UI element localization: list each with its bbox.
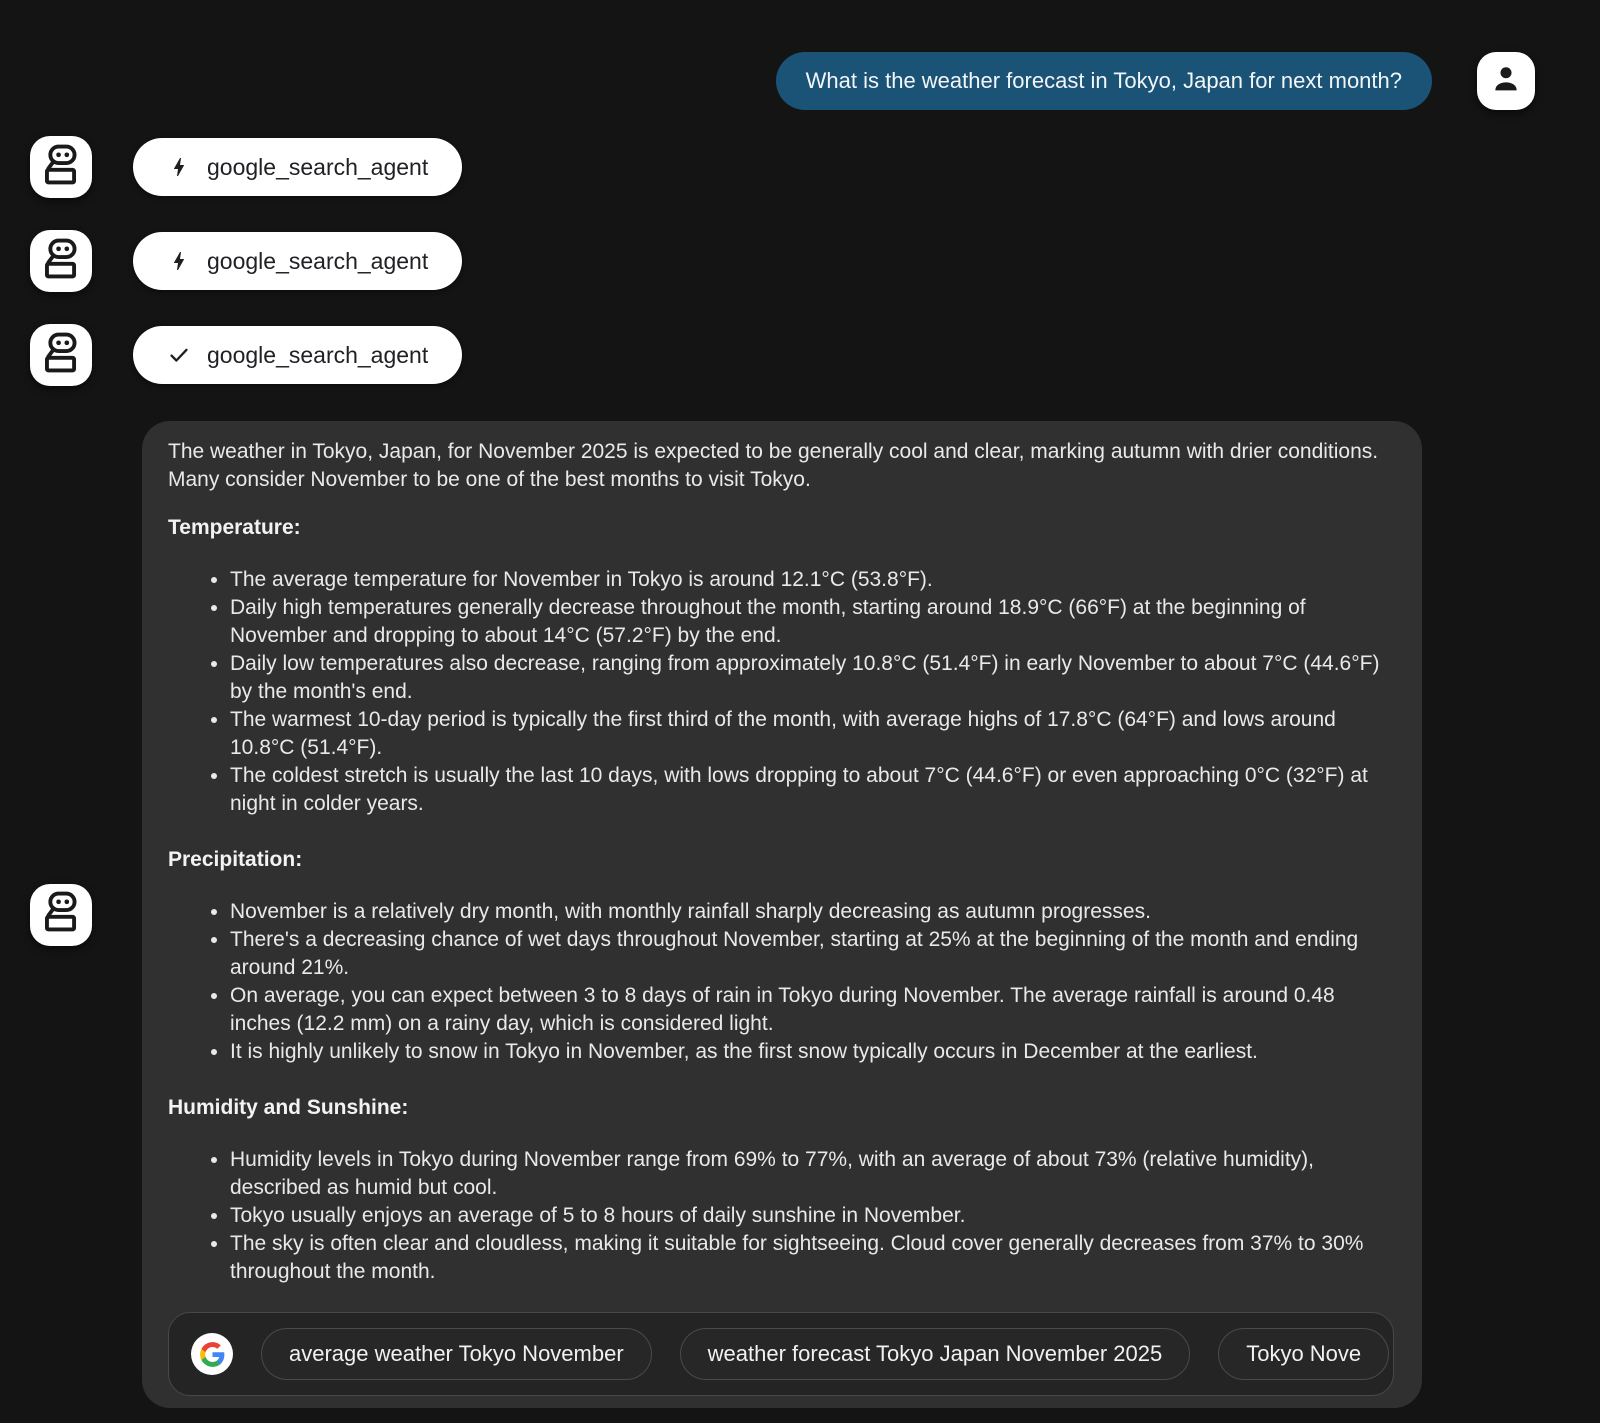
- list-item: • The sky is often clear and cloudless, making it suitable for sightseeing. Cloud cover generally decreases from 37% to 30% throughout the month.: [230, 1230, 1394, 1286]
- search-suggestion-chip[interactable]: Tokyo Nove: [1218, 1328, 1389, 1380]
- search-suggestions-bar: [168, 1312, 1394, 1396]
- section-heading-humidity-sunshine: Humidity and Sunshine:: [168, 1096, 409, 1119]
- search-suggestion-chip[interactable]: average weather Tokyo November: [261, 1328, 652, 1380]
- robot-icon: [30, 322, 92, 389]
- list-item: • The average temperature for November in Tokyo is around 12.1°C (53.8°F).: [230, 566, 1394, 594]
- user-avatar: [1477, 52, 1535, 110]
- agent-avatar: [30, 324, 92, 386]
- section-heading-temperature: Temperature:: [168, 516, 301, 539]
- response-intro: The weather in Tokyo, Japan, for November 2025 is expected to be generally cool and clear, marking autumn with drier conditions. Many consider November to be one of the best months to visit Tokyo.: [168, 440, 1379, 491]
- search-suggestion-chip[interactable]: weather forecast Tokyo Japan November 2025: [680, 1328, 1191, 1380]
- list-item: • There's a decreasing chance of wet days throughout November, starting at 25% at the beginning of the month and ending around 21%.: [230, 926, 1394, 982]
- bolt-icon: [167, 155, 191, 179]
- list-item: • Daily high temperatures generally decrease throughout the month, starting around 18.9°C (66°F) at the beginning of November and dropping to about 14°C (57.2°F) by the end.: [230, 594, 1394, 650]
- robot-icon: [30, 134, 92, 201]
- list-item: • Daily low temperatures also decrease, ranging from approximately 10.8°C (51.4°F) in early November to about 7°C (44.6°F) by the month's end.: [230, 650, 1394, 706]
- user-message-row: [0, 52, 1600, 110]
- google-logo: [191, 1333, 233, 1375]
- tool-call-label: google_search_agent: [207, 247, 429, 274]
- precipitation-list: [168, 898, 1394, 1066]
- list-item: • November is a relatively dry month, with monthly rainfall sharply decreasing as autumn progresses.: [230, 898, 1394, 926]
- temperature-list: [168, 566, 1394, 818]
- tool-call-row: [30, 230, 1600, 292]
- list-item: • The coldest stretch is usually the last 10 days, with lows dropping to about 7°C (44.6°F) or even approaching 0°C (32°F) at night in colder years.: [230, 762, 1394, 818]
- bolt-icon: [167, 249, 191, 273]
- robot-icon: [30, 228, 92, 295]
- agent-avatar: [30, 136, 92, 198]
- section-heading-precipitation: Precipitation:: [168, 848, 303, 871]
- list-item: • Tokyo usually enjoys an average of 5 to 8 hours of daily sunshine in November.: [230, 1202, 1394, 1230]
- list-item: • Humidity levels in Tokyo during November range from 69% to 77%, with an average of about 73% (relative humidity), described as humid but cool.: [230, 1146, 1394, 1202]
- humidity-sunshine-list: [168, 1146, 1394, 1286]
- tool-call-chip[interactable]: [133, 232, 462, 290]
- list-item: • It is highly unlikely to snow in Tokyo in November, as the first snow typically occurs in December at the earliest.: [230, 1038, 1394, 1066]
- tool-call-label: google_search_agent: [207, 341, 429, 368]
- list-item: • On average, you can expect between 3 to 8 days of rain in Tokyo during November. The average rainfall is around 0.48 inches (12.2 mm) on a rainy day, which is considered light.: [230, 982, 1394, 1038]
- agent-response-card: [142, 421, 1422, 1408]
- tool-call-label: google_search_agent: [207, 153, 429, 180]
- tool-call-row: [30, 324, 1600, 386]
- person-icon: [1489, 62, 1523, 101]
- agent-response-row: [30, 421, 1600, 1408]
- list-item: • The warmest 10-day period is typically the first third of the month, with average highs of 17.8°C (64°F) and lows around 10.8°C (51.4°F).: [230, 706, 1394, 762]
- tool-call-row: [30, 136, 1600, 198]
- tool-call-chip[interactable]: [133, 326, 462, 384]
- agent-avatar: [30, 230, 92, 292]
- check-icon: [167, 343, 191, 367]
- tool-call-chip[interactable]: [133, 138, 462, 196]
- robot-icon: [30, 881, 92, 948]
- user-message-bubble: What is the weather forecast in Tokyo, Japan for next month?: [776, 52, 1432, 110]
- agent-avatar: [30, 884, 92, 946]
